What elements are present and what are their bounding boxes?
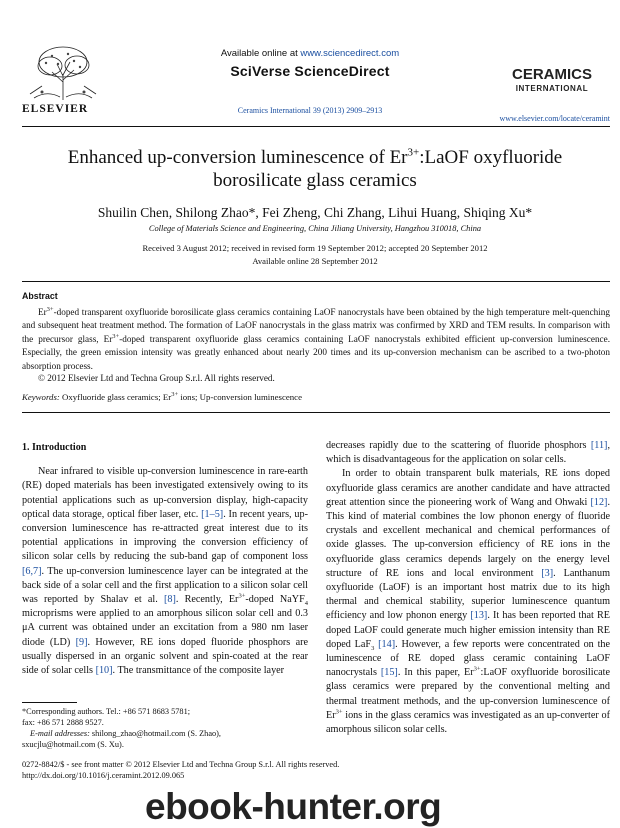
abstract-heading: Abstract	[22, 291, 58, 301]
citation-link[interactable]: [8]	[163, 594, 176, 606]
body-text: . In this paper, Er	[397, 667, 474, 679]
body-text: -doped NaYF	[245, 594, 305, 606]
issn-line: 0272-8842/$ - see front matter © 2012 Elsevier Ltd and Techna Group S.r.l. All rights reserved.	[22, 760, 340, 769]
keywords-rule	[22, 412, 610, 413]
body-text: . Lanthanum oxyfluoride (LaOF) is an important host matrix due to its high thermal and chemical stability, superior luminescence quantum efficiency and low phonon energy	[326, 567, 610, 622]
journal-logo-subtitle: INTERNATIONAL	[515, 84, 589, 93]
abstract-text: -doped transparent oxyfluoride glass ceramics containing LaOF nanocrystals exhibited efficient up-conversion luminescence. Especially, the green emission intensity was greatly enhanced about nearly 200 times and its up-conversion mechanism can be ascribed to a two-photon absorption process.	[22, 333, 610, 371]
journal-url-link[interactable]: www.elsevier.com/locate/ceramint	[499, 114, 610, 123]
right-column	[326, 439, 610, 737]
keywords-label: Keywords:	[22, 392, 60, 402]
page-footer	[22, 760, 422, 781]
availability-prefix: Available online at	[220, 48, 301, 59]
title-superscript: 3+	[407, 146, 420, 159]
watermark: ebook-hunter.org	[145, 786, 442, 827]
citation-link[interactable]: [12]	[590, 496, 608, 508]
footnote-line: fax: +86 571 2888 9527.	[22, 718, 104, 727]
body-text: . Recently, Er	[175, 594, 239, 606]
availability-line	[0, 48, 620, 59]
abstract-copyright: © 2012 Elsevier Ltd and Techna Group S.r.l. All rights reserved.	[38, 373, 275, 383]
body-text: ions in the glass ceramics was investigated as an up-converter of amorphous silicon solar cells.	[326, 709, 610, 736]
body-text: Near infrared to visible up-conversion luminescence in rare-earth (RE) doped materials has been investigated extensively owing to its potential applications such as up-conversion display, high-capacity optical data storage, optical fiber laser, etc.	[22, 466, 308, 520]
keywords-line	[22, 392, 302, 402]
citation-link[interactable]: [1–5]	[201, 508, 224, 520]
footnote-line[interactable]: sxucjlu@hotmail.com (S. Xu).	[22, 740, 124, 749]
citation-link[interactable]: [13]	[470, 610, 488, 622]
body-text: , which is disadvantageous for the application on solar cells.	[326, 440, 610, 466]
abstract-top-rule	[22, 281, 610, 282]
body-text: microprisms were applied to an amorphous silicon solar cell and 0.3 μA current was obtained under an excitation from a 980 nm laser diode (LD)	[22, 608, 308, 648]
body-text: . The transmittance of the composite layer	[112, 665, 285, 677]
title-part-a: Enhanced up-conversion luminescence of Er	[67, 147, 408, 168]
footnote-line: *Corresponding authors. Tel.: +86 571 8683 5781;	[22, 707, 191, 716]
received-dates: Received 3 August 2012; received in revised form 19 September 2012; accepted 20 September 2012	[142, 243, 488, 253]
online-date: Available online 28 September 2012	[252, 256, 378, 266]
superscript: 3+	[238, 592, 246, 600]
email-label: E-mail addresses:	[30, 729, 90, 738]
body-text: In order to obtain transparent bulk materials, RE ions doped oxyfluoride glass ceramics are another candidate and have attracted great attention since the pioneering work of Wang and Ohwaki	[326, 468, 610, 508]
doi-link[interactable]: http://dx.doi.org/10.1016/j.ceramint.2012.09.065	[22, 770, 185, 780]
intro-paragraph-continued	[326, 439, 610, 467]
sciencedirect-link[interactable]: www.sciencedirect.com	[300, 48, 400, 59]
citation-link[interactable]: [11]	[590, 440, 608, 451]
affiliation: College of Materials Science and Engineering, China Jiliang University, Hangzhou 310018, China	[148, 224, 482, 233]
abstract-sup: 3+	[112, 332, 120, 340]
subscript: 4	[304, 600, 308, 608]
body-text: decreases rapidly due to the scattering of fluoride phosphors	[326, 440, 591, 451]
intro-paragraph	[22, 465, 308, 678]
citation-link[interactable]: [6,7]	[22, 565, 42, 577]
title-line-2: borosilicate glass ceramics	[213, 170, 417, 191]
body-text: . It has been reported that RE doped LaOF could generate much higher emission intensity than RE doped LaF	[326, 610, 610, 650]
footnotes	[22, 706, 308, 750]
footnote-line	[22, 728, 308, 739]
citation-link[interactable]: [10]	[95, 665, 113, 677]
body-text: . This kind of material combines the low phonon energy of fluoride crystals and excellent mechanical and chemical performances of oxide glasses. The up-conversion efficiency of RE ions in the oxyfluoride glass ceramics depends largely on the energy level structure of RE ions and local environment	[326, 496, 610, 579]
section-heading: 1. Introduction	[22, 442, 87, 453]
body-text: . The up-conversion luminescence layer can be integrated at the back side of a solar cell and the first application to a silicon solar cell was reported by Shalav et al.	[22, 565, 308, 606]
body-text: . In recent years, up-conversion luminescence has re-attracted great interest due to its potential applications in improving the conversion efficiency of silicon solar cells by reducing the sub-band gap of component loss	[22, 508, 308, 563]
author-list: Shuilin Chen, Shilong Zhao*, Fei Zheng, Chi Zhang, Lihui Huang, Shiqing Xu*	[97, 205, 533, 220]
article-title	[30, 146, 600, 192]
keywords-text: ions; Up-conversion luminescence	[178, 392, 302, 402]
citation-link[interactable]: [9]	[75, 636, 88, 648]
body-text: . However, a few reports were concentrated on the luminescence of RE doped glass ceramic containing LaOF nanocrystals	[326, 638, 611, 679]
keywords-text: Oxyfluoride glass ceramics; Er	[59, 392, 172, 402]
intro-paragraph	[326, 467, 610, 737]
left-column	[22, 441, 308, 678]
subscript: 3	[371, 644, 375, 652]
abstract-text: Er	[38, 307, 47, 317]
sciverse-brand: SciVerse ScienceDirect	[230, 63, 390, 79]
abstract-body	[22, 306, 610, 373]
body-text: :LaOF oxyfluoride borosilicate glass ceramics were prepared by the conventional melting and thermal treatment methods, and the up-conversion luminescence of Er	[326, 667, 610, 721]
publisher-name: ELSEVIER	[22, 103, 89, 115]
superscript: 3+	[473, 665, 481, 673]
keywords-sup: 3+	[171, 391, 179, 399]
citation-link[interactable]: [14]	[378, 638, 396, 650]
citation-link[interactable]: [15]	[380, 667, 398, 679]
body-text: . However, RE ions doped fluoride phosphors are usually dispersed in an organic solvent and spin-coated at the rear side of solar cells	[22, 636, 309, 677]
email-address[interactable]: shilong_zhao@hotmail.com (S. Zhao),	[89, 729, 221, 738]
abstract-sup: 3+	[46, 305, 54, 313]
journal-reference-link[interactable]: Ceramics International 39 (2013) 2909–2913	[237, 106, 383, 115]
abstract-text: -doped transparent oxyfluoride borosilicate glass ceramics containing LaOF nanocrystals have been obtained by the high temperature melt-quenching and subsequent heat treatment method. The formation of LaOF nanocrystals in the glass matrix was confirmed by XRD and TEM results. In comparison with the precursor glass, Er	[22, 307, 610, 344]
superscript: 3+	[335, 708, 343, 716]
header-rule	[22, 126, 610, 127]
journal-logo-title: CERAMICS	[511, 66, 592, 83]
title-part-b: :LaOF oxyfluoride	[419, 147, 563, 168]
footnote-rule	[22, 702, 77, 703]
citation-link[interactable]: [3]	[541, 567, 554, 579]
